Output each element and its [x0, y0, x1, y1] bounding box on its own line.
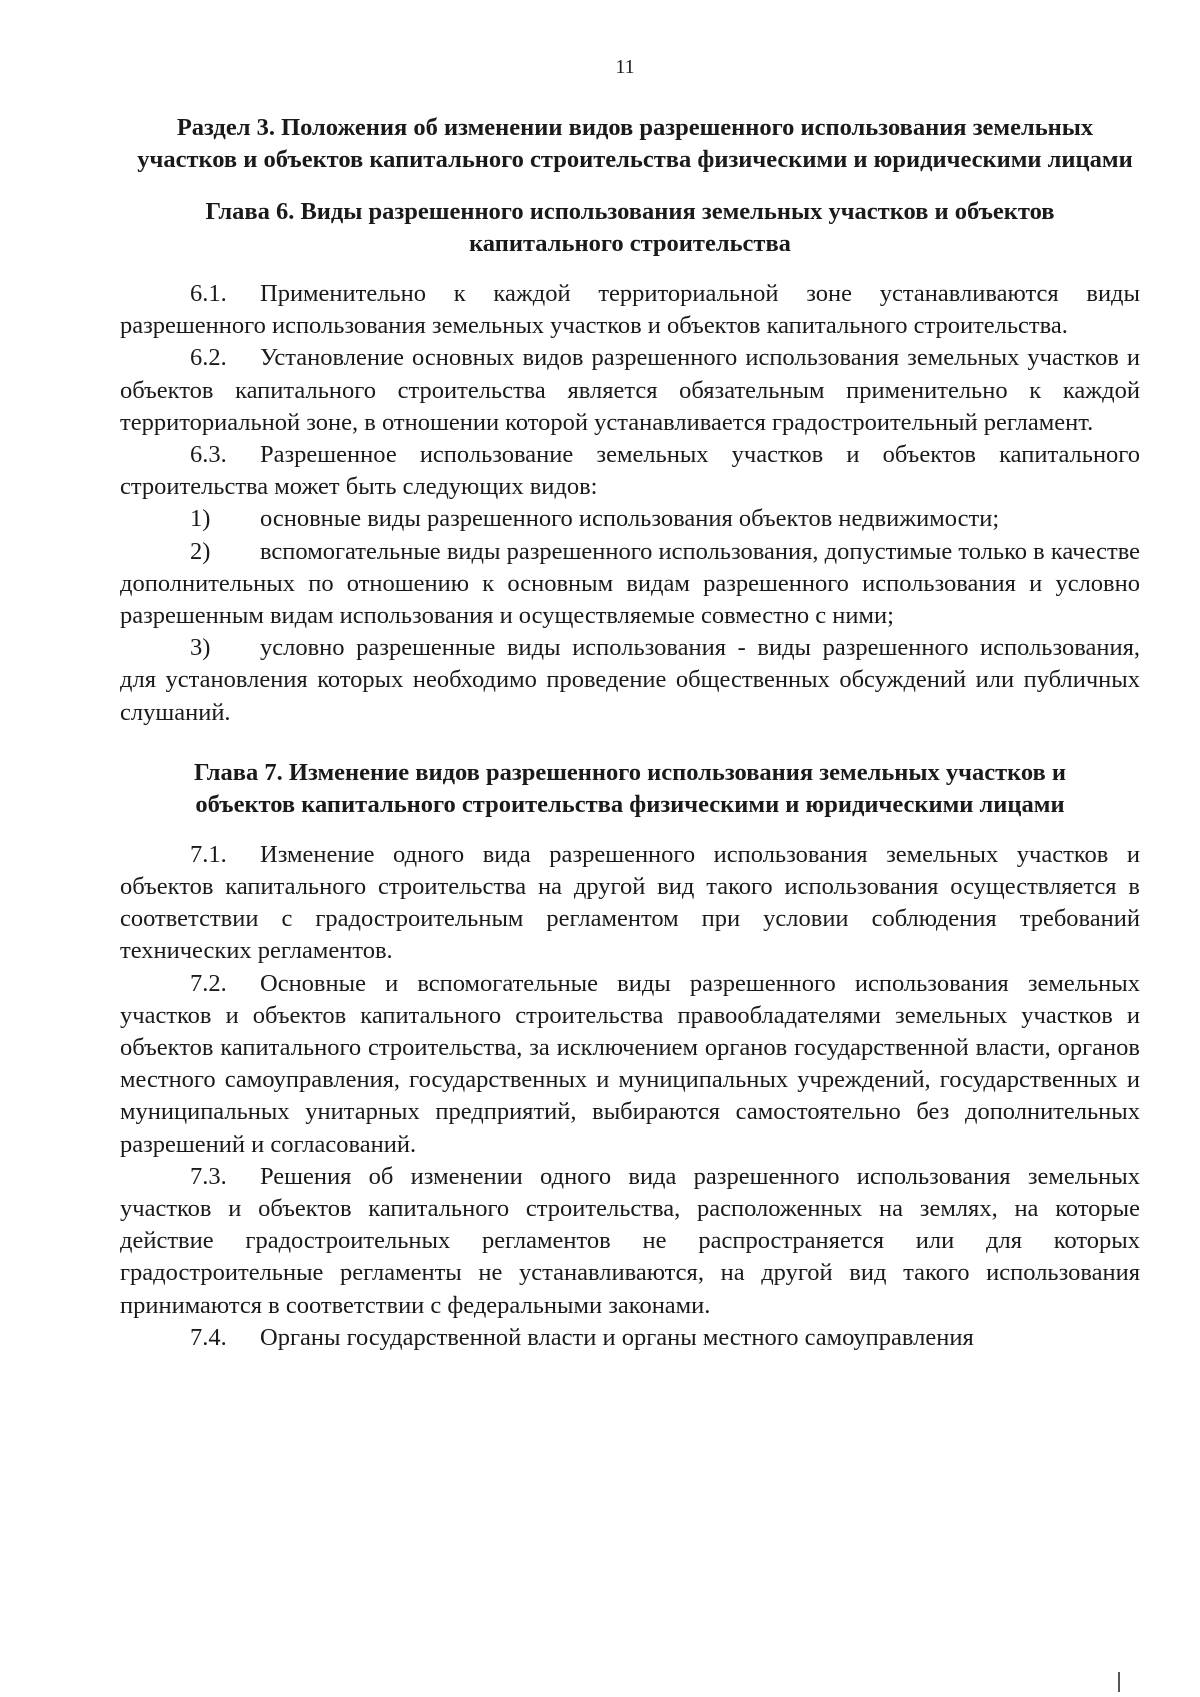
paragraph-7-3: [120, 1161, 1140, 1322]
paragraph-number: 7.4.: [190, 1323, 227, 1351]
document-body: [120, 112, 1140, 1354]
paragraph-number: 7.3.: [190, 1162, 227, 1190]
chapter-6-heading: Глава 6. Виды разрешенного использования земельных участков и объектов капитального строительства: [205, 198, 1055, 257]
scan-edge-mark: [1118, 1672, 1120, 1692]
chapter-7-heading: Глава 7. Изменение видов разрешенного использования земельных участков и объектов капитального строительства физическими и юридическими лицами: [193, 758, 1067, 818]
paragraph-number: 7.1.: [190, 840, 227, 868]
paragraph-text: Органы государственной власти и органы местного самоуправления: [260, 1323, 974, 1351]
paragraph-6-1: [120, 278, 1140, 342]
paragraph-text: Изменение одного вида разрешенного использования земельных участков и объектов капитального строительства на другой вид такого использования осуществляется в соответствии с градостроительным регламентом при условии соблюдения требований технических регламентов.: [120, 840, 1140, 965]
list-number: 1): [190, 505, 211, 533]
list-item-text: основные виды разрешенного использования объектов недвижимости;: [260, 505, 1000, 533]
list-item-1: [120, 503, 1140, 535]
paragraph-number: 6.2.: [190, 344, 227, 372]
page-number: 11: [615, 56, 635, 78]
paragraph-number: 6.3.: [190, 441, 227, 469]
paragraph-text: Установление основных видов разрешенного использования земельных участков и объектов капитального строительства является обязательным применительно к каждой территориальной зоне, в отношении которой устанавливается градостроительный регламент.: [120, 344, 1140, 436]
paragraph-7-4: [120, 1322, 1140, 1354]
paragraph-number: 7.2.: [190, 969, 227, 997]
paragraph-text: Применительно к каждой территориальной зоне устанавливаются виды разрешенного использования земельных участков и объектов капитального строительства.: [120, 280, 1140, 340]
paragraph-text: Основные и вспомогательные виды разрешенного использования земельных участков и объектов капитального строительства правообладателями земельных участков и объектов капитального строительства, за исключением органов государственной власти, органов местного самоуправления, государственных и муниципальных учреждений, государственных и муниципальных унитарных предприятий, выбираются самостоятельно без дополнительных разрешений и согласований.: [120, 969, 1140, 1158]
paragraph-6-2: [120, 342, 1140, 439]
list-number: 2): [190, 537, 211, 565]
list-item-3: [120, 632, 1140, 729]
paragraph-text: Решения об изменении одного вида разрешенного использования земельных участков и объектов капитального строительства, расположенных на землях, на которые действие градостроительных регламентов не распространяется или для которых градостроительные регламенты не устанавливаются, на другой вид такого использования принимаются в соответствии с федеральными законами.: [120, 1162, 1140, 1319]
paragraph-text: Разрешенное использование земельных участков и объектов капитального строительства может быть следующих видов:: [120, 441, 1140, 501]
list-number: 3): [190, 634, 211, 662]
list-item-text: вспомогательные виды разрешенного использования, допустимые только в качестве дополнительных по отношению к основным видам разрешенного использования и условно разрешенным видам использования и осуществляемые совместно с ними;: [120, 537, 1140, 630]
paragraph-6-3: [120, 439, 1140, 503]
section-heading: Раздел 3. Положения об изменении видов разрешенного использования земельных участков и объектов капитального строительства физическими и юридическими лицами: [137, 114, 1133, 173]
paragraph-7-2: [120, 968, 1140, 1161]
list-item-text: условно разрешенные виды использования - виды разрешенного использования, для установления которых необходимо проведение общественных обсуждений или публичных слушаний.: [120, 634, 1140, 726]
list-item-2: [120, 536, 1140, 633]
paragraph-number: 6.1.: [190, 280, 227, 307]
paragraph-7-1: [120, 839, 1140, 968]
